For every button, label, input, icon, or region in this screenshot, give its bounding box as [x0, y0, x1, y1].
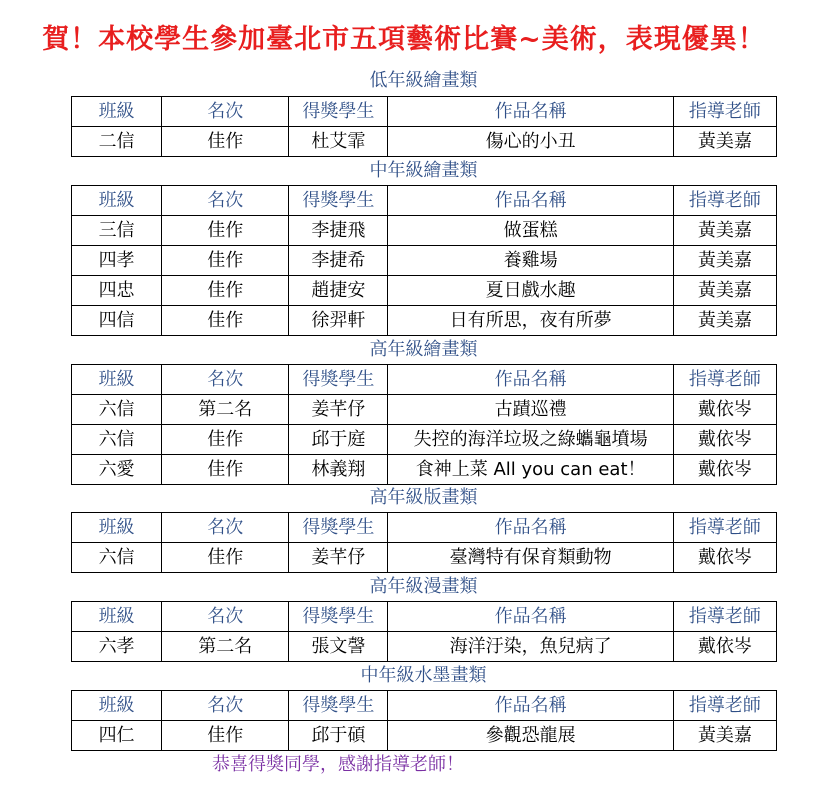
cell-work: 傷心的小丑	[388, 127, 673, 157]
header-work: 作品名稱	[388, 365, 673, 395]
cell-rank: 第二名	[162, 395, 289, 425]
header-rank: 名次	[162, 691, 289, 721]
cell-student: 李捷希	[289, 246, 388, 276]
footer-message: 恭喜得獎同學，感謝指導老師！	[212, 754, 464, 775]
section-title-middle-painting: 中年級繪畫類	[369, 160, 478, 181]
cell-teacher: 戴依岑	[673, 632, 776, 662]
header-teacher: 指導老師	[673, 186, 776, 216]
header-teacher: 指導老師	[673, 691, 776, 721]
table-row	[72, 216, 777, 246]
section-title-upper-comic: 高年級漫畫類	[369, 576, 478, 597]
page-title: 賀！本校學生參加臺北市五項藝術比賽~美術，表現優異！	[42, 24, 766, 55]
cell-student: 邱于庭	[289, 425, 388, 455]
cell-teacher: 黃美嘉	[673, 721, 776, 751]
cell-student: 張文謦	[289, 632, 388, 662]
table-header-row	[72, 602, 777, 632]
table-row	[72, 306, 777, 336]
header-class: 班級	[72, 513, 162, 543]
header-teacher: 指導老師	[673, 602, 776, 632]
header-student: 得獎學生	[289, 365, 388, 395]
header-work: 作品名稱	[388, 691, 673, 721]
header-class: 班級	[72, 186, 162, 216]
cell-teacher: 戴依岑	[673, 455, 776, 485]
cell-class: 六信	[72, 425, 162, 455]
header-class: 班級	[72, 365, 162, 395]
cell-teacher: 黃美嘉	[673, 276, 776, 306]
table-row	[72, 276, 777, 306]
cell-class: 四仁	[72, 721, 162, 751]
cell-rank: 佳作	[162, 246, 289, 276]
table-row	[72, 543, 777, 573]
award-table-upper-printmaking	[71, 512, 777, 573]
header-rank: 名次	[162, 186, 289, 216]
cell-teacher: 黃美嘉	[673, 216, 776, 246]
header-rank: 名次	[162, 602, 289, 632]
cell-class: 六信	[72, 543, 162, 573]
header-work: 作品名稱	[388, 602, 673, 632]
header-class: 班級	[72, 602, 162, 632]
award-table-middle-painting	[71, 185, 777, 336]
award-table-upper-comic	[71, 601, 777, 662]
table-row	[72, 455, 777, 485]
cell-class: 四信	[72, 306, 162, 336]
cell-student: 徐羿軒	[289, 306, 388, 336]
table-header-row	[72, 513, 777, 543]
table-row	[72, 721, 777, 751]
cell-rank: 第二名	[162, 632, 289, 662]
cell-work: 臺灣特有保育類動物	[388, 543, 673, 573]
cell-class: 四忠	[72, 276, 162, 306]
cell-rank: 佳作	[162, 276, 289, 306]
header-teacher: 指導老師	[673, 513, 776, 543]
cell-work: 食神上菜 All you can eat！	[388, 455, 673, 485]
header-teacher: 指導老師	[673, 97, 776, 127]
table-row	[72, 127, 777, 157]
table-header-row	[72, 186, 777, 216]
cell-student: 林義翔	[289, 455, 388, 485]
table-row	[72, 632, 777, 662]
cell-teacher: 黃美嘉	[673, 127, 776, 157]
cell-class: 三信	[72, 216, 162, 246]
cell-rank: 佳作	[162, 455, 289, 485]
cell-student: 姜芊伃	[289, 395, 388, 425]
award-table-lower-painting	[71, 96, 777, 157]
cell-class: 四孝	[72, 246, 162, 276]
cell-student: 趙捷安	[289, 276, 388, 306]
cell-student: 杜艾霏	[289, 127, 388, 157]
section-title-lower-painting: 低年級繪畫類	[369, 70, 478, 91]
header-teacher: 指導老師	[673, 365, 776, 395]
award-table-middle-ink	[71, 690, 777, 751]
cell-student: 邱于碩	[289, 721, 388, 751]
header-work: 作品名稱	[388, 97, 673, 127]
header-student: 得獎學生	[289, 97, 388, 127]
cell-work: 日有所思，夜有所夢	[388, 306, 673, 336]
cell-work: 夏日戲水趣	[388, 276, 673, 306]
cell-rank: 佳作	[162, 306, 289, 336]
cell-teacher: 戴依岑	[673, 543, 776, 573]
header-rank: 名次	[162, 513, 289, 543]
award-table-upper-painting	[71, 364, 777, 485]
table-header-row	[72, 365, 777, 395]
cell-teacher: 戴依岑	[673, 425, 776, 455]
cell-class: 六信	[72, 395, 162, 425]
cell-work: 古蹟巡禮	[388, 395, 673, 425]
cell-student: 李捷飛	[289, 216, 388, 246]
cell-rank: 佳作	[162, 425, 289, 455]
table-row	[72, 425, 777, 455]
cell-rank: 佳作	[162, 543, 289, 573]
cell-rank: 佳作	[162, 127, 289, 157]
header-student: 得獎學生	[289, 186, 388, 216]
cell-work: 失控的海洋垃圾之綠蠵龜墳場	[388, 425, 673, 455]
cell-work: 養雞場	[388, 246, 673, 276]
cell-class: 六愛	[72, 455, 162, 485]
header-work: 作品名稱	[388, 186, 673, 216]
cell-rank: 佳作	[162, 216, 289, 246]
header-rank: 名次	[162, 97, 289, 127]
header-student: 得獎學生	[289, 691, 388, 721]
header-class: 班級	[72, 97, 162, 127]
cell-work: 海洋汙染，魚兒病了	[388, 632, 673, 662]
header-work: 作品名稱	[388, 513, 673, 543]
section-title-upper-printmaking: 高年級版畫類	[369, 487, 478, 508]
cell-class: 六孝	[72, 632, 162, 662]
cell-teacher: 黃美嘉	[673, 306, 776, 336]
cell-student: 姜芊伃	[289, 543, 388, 573]
cell-work: 做蛋糕	[388, 216, 673, 246]
section-title-upper-painting: 高年級繪畫類	[369, 339, 478, 360]
table-row	[72, 395, 777, 425]
header-student: 得獎學生	[289, 513, 388, 543]
cell-class: 二信	[72, 127, 162, 157]
table-header-row	[72, 691, 777, 721]
section-title-middle-ink: 中年級水墨畫類	[360, 665, 487, 686]
header-class: 班級	[72, 691, 162, 721]
header-student: 得獎學生	[289, 602, 388, 632]
cell-teacher: 戴依岑	[673, 395, 776, 425]
table-row	[72, 246, 777, 276]
header-rank: 名次	[162, 365, 289, 395]
cell-rank: 佳作	[162, 721, 289, 751]
cell-work: 參觀恐龍展	[388, 721, 673, 751]
cell-teacher: 黃美嘉	[673, 246, 776, 276]
table-header-row	[72, 97, 777, 127]
